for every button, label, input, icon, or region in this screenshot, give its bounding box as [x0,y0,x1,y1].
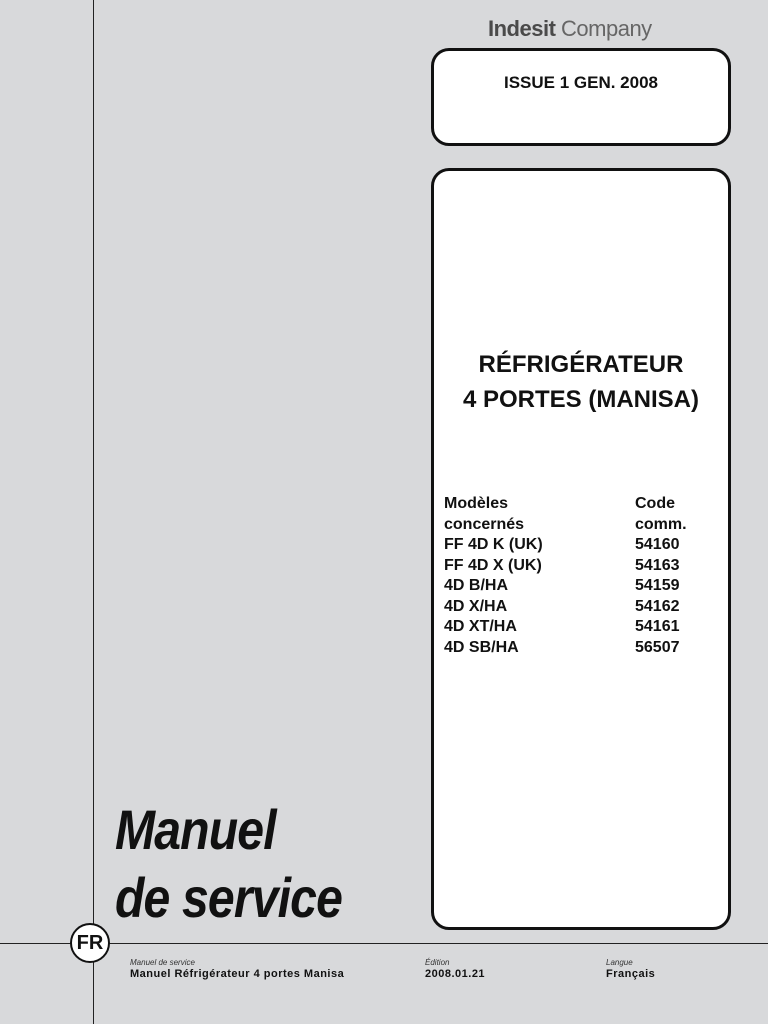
footer-language [606,958,655,980]
model-row [444,617,714,638]
product-title-line2: 4 PORTES (MANISA) [462,386,699,413]
model-name: 4D X/HA [444,597,508,615]
footer-manual [130,958,344,980]
footer-edition-value: 2008.01.21 [425,968,486,980]
model-code: 54161 [635,618,680,635]
model-row [444,576,714,597]
model-code: 54159 [635,577,680,594]
model-code: 54163 [635,556,680,574]
manual-title-line2: de service [115,866,343,929]
model-row [444,597,714,618]
models-header-row [444,515,714,536]
model-name: FF 4D K (UK) [444,536,543,553]
product-title [434,347,728,417]
brand-logo [488,16,652,42]
issue-box [431,48,731,146]
footer-edition [425,958,485,980]
model-code: 54162 [635,597,680,615]
footer-manual-value: Manuel Réfrigérateur 4 portes Manisa [130,968,345,980]
footer-manual-label: Manuel de service [130,958,195,967]
language-badge: FR [70,923,110,963]
issue-text: ISSUE 1 GEN. 2008 [503,73,659,92]
models-header-row [444,494,714,515]
model-name: 4D XT/HA [444,618,517,635]
model-row [444,535,714,556]
brand-name: Indesit [488,16,556,41]
models-table [444,494,714,658]
models-header-cell: Code [635,495,675,512]
model-name: 4D B/HA [444,577,509,594]
manual-title-line1: Manuel [115,798,276,861]
models-header-cell: Modèles [444,495,509,512]
model-row [444,556,714,577]
product-title-line1: RÉFRIGÉRATEUR [478,351,684,378]
models-header-cell: comm. [635,515,687,533]
footer-language-value: Français [606,968,656,980]
model-code: 56507 [635,638,680,656]
brand-suffix: Company [561,16,652,41]
model-name: 4D SB/HA [444,638,519,656]
footer-language-label: Langue [606,958,633,967]
model-code: 54160 [635,536,680,553]
models-header-cell: concernés [444,515,525,533]
model-row [444,638,714,659]
footer-edition-label: Édition [425,958,450,967]
product-box [431,168,731,930]
horizontal-rule [0,943,768,944]
model-name: FF 4D X (UK) [444,556,542,574]
manual-title [115,796,342,932]
vertical-rule [93,0,94,1024]
